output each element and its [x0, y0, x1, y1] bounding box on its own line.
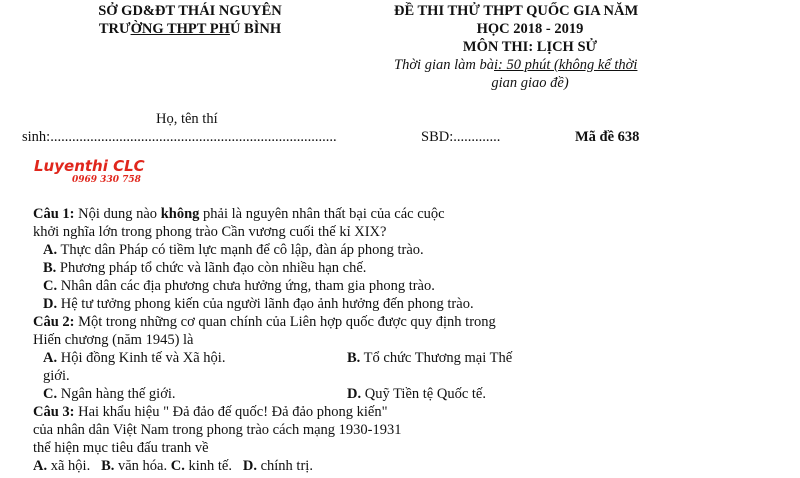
- q2-option-a: A. Hội đồng Kinh tế và Xã hội.: [43, 350, 226, 366]
- q1-option-c: C. Nhân dân các địa phương chưa hưởng ứng, tham gia phong trào.: [43, 278, 435, 294]
- school-year: HỌC 2018 - 2019: [476, 21, 584, 37]
- logo-text: Luyenthi CLC: [34, 157, 145, 175]
- q2-option-c: C. Ngân hàng thế giới.: [43, 386, 176, 402]
- name-label: Họ, tên thí: [156, 111, 218, 127]
- school-name: TRƯỜNG THPT PHÚ BÌNH: [98, 21, 282, 37]
- question-1: Câu 1: Nội dung nào không phải là nguyên nhân thất bại của các cuộc: [33, 206, 445, 222]
- sbd-field: SBD:.............: [421, 129, 501, 145]
- question-3-cont2: thể hiện mục tiêu đấu tranh về: [33, 440, 209, 456]
- q1-option-d: D. Hệ tư tưởng phong kiến của người lãnh đạo ảnh hưởng đến phong trào.: [43, 296, 474, 312]
- exam-title: ĐỀ THI THỬ THPT QUỐC GIA NĂM: [394, 3, 639, 19]
- department-name: SỞ GD&ĐT THÁI NGUYÊN: [98, 3, 282, 19]
- question-2: Câu 2: Một trong những cơ quan chính của Liên hợp quốc được quy định trong: [33, 314, 496, 330]
- q1-option-b: B. Phương pháp tổ chức và lãnh đạo còn nhiều hạn chế.: [43, 260, 367, 276]
- exam-duration-cont: gian giao đề): [491, 75, 569, 91]
- q3-options: A. xã hội. B. văn hóa. C. kinh tế. D. chính trị.: [33, 458, 313, 474]
- question-3-cont: của nhân dân Việt Nam trong phong trào cách mạng 1930-1931: [33, 422, 402, 438]
- q1-option-a: A. Thực dân Pháp có tiềm lực mạnh để cô lập, đàn áp phong trào.: [43, 242, 424, 258]
- subject: MÔN THI: LỊCH SỬ: [462, 39, 598, 55]
- question-1-cont: khởi nghĩa lớn trong phong trào Cần vương cuối thế kỉ XIX?: [33, 224, 387, 240]
- question-2-cont: Hiến chương (năm 1945) là: [33, 332, 194, 348]
- q2-option-d: D. Quỹ Tiền tệ Quốc tế.: [347, 386, 486, 402]
- q2-option-b-cont: giới.: [43, 368, 70, 384]
- q2-option-b: B. Tổ chức Thương mại Thế: [347, 350, 513, 366]
- exam-duration: Thời gian làm bài: 50 phút (không kể thời: [394, 57, 638, 73]
- logo-phone: 0969 330 758: [72, 175, 141, 185]
- exam-code: Mã đề 638: [575, 129, 640, 145]
- name-field: sinh:...............................................................................: [22, 129, 337, 145]
- question-3: Câu 3: Hai khẩu hiệu " Đả đảo đế quốc! Đả đảo phong kiến": [33, 404, 388, 420]
